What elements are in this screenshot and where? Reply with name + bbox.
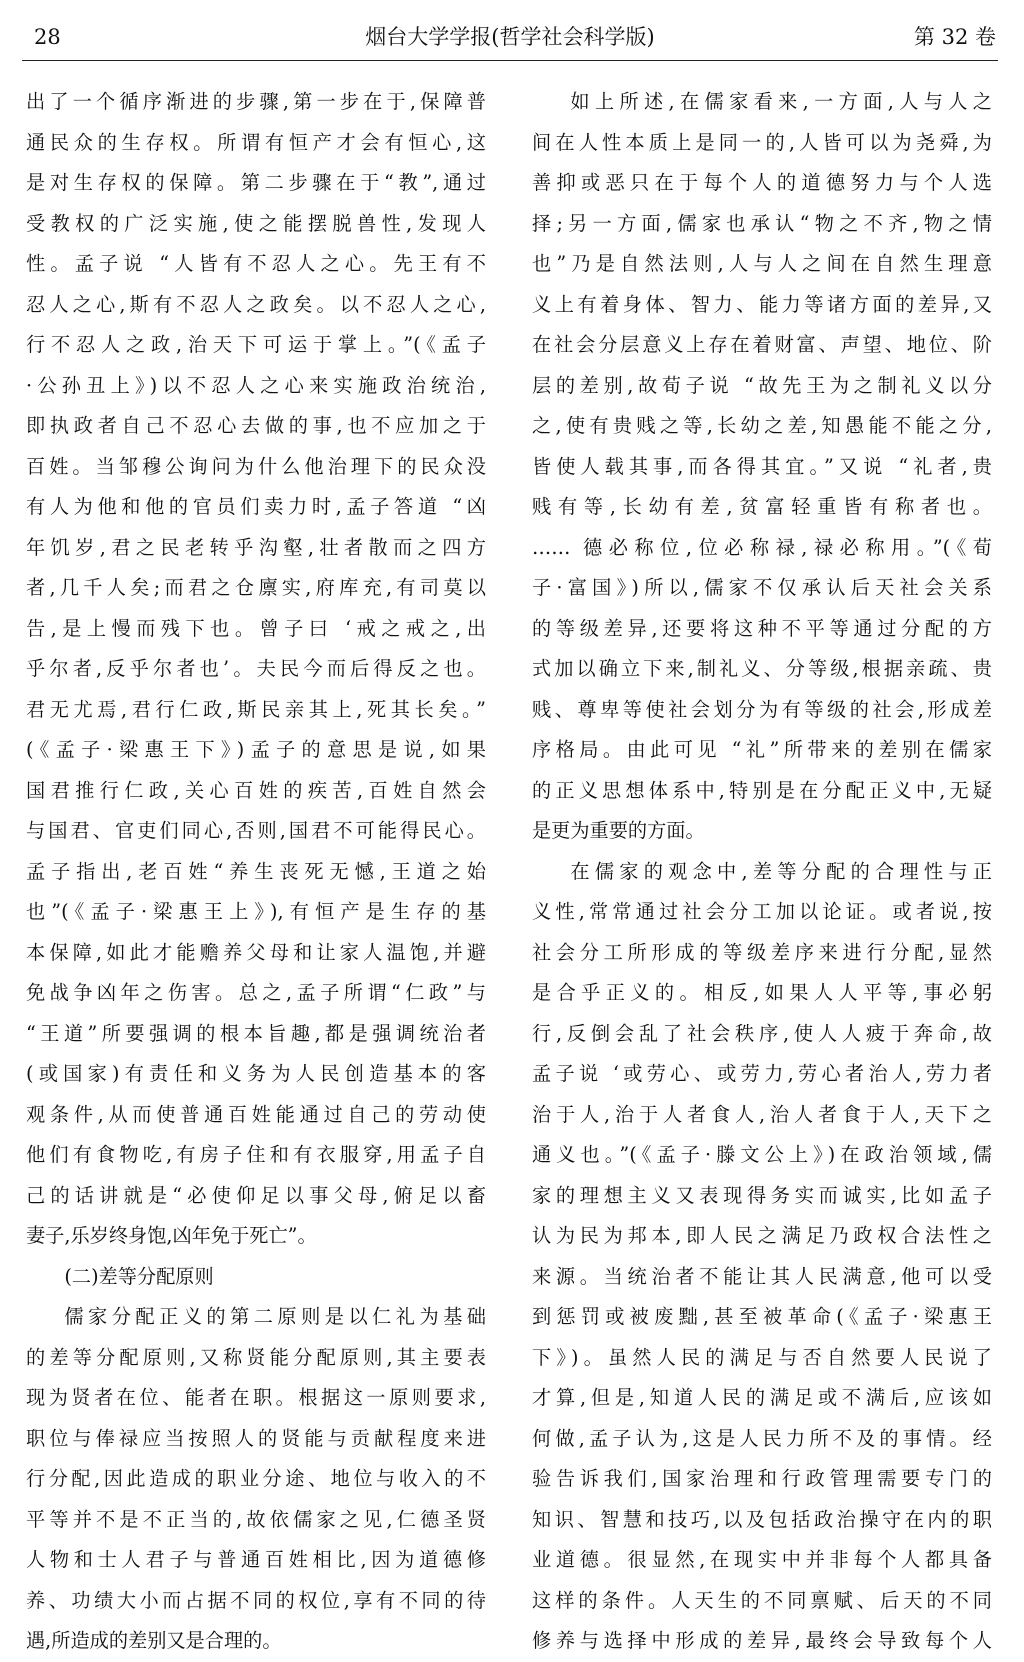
text-line: 忍人之心,斯有不忍人之政矣。以不忍人之心, bbox=[26, 292, 486, 316]
text-line: 通义也。”(《孟子·滕文公上》)在政治领域,儒 bbox=[532, 1143, 992, 1166]
text-line: 妻子,乐岁终身饱,凶年免于死亡”。 bbox=[26, 1224, 317, 1247]
text-line: 也”(《孟子·梁惠王上》),有恒产是生存的基 bbox=[26, 900, 486, 923]
text-line: 间在人性本质上是同一的,人皆可以为尧舜,为 bbox=[532, 130, 992, 154]
text-line: 职位与俸禄应当按照人的贤能与贡献程度来进 bbox=[26, 1426, 486, 1450]
text-line: (二)差等分配原则 bbox=[64, 1264, 214, 1288]
running-header bbox=[22, 20, 998, 61]
text-line: 贱、尊卑等使社会划分为有等级的社会,形成差 bbox=[532, 697, 992, 721]
text-line: 治于人,治于人者食人,治人者食于人,天下之 bbox=[532, 1102, 992, 1126]
text-line: 之,使有贵贱之等,长幼之差,知愚能不能之分, bbox=[532, 414, 992, 437]
text-line: 受教权的广泛实施,使之能摆脱兽性,发现人 bbox=[26, 211, 486, 235]
text-line: 国君推行仁政,关心百姓的疾苦,百姓自然会 bbox=[26, 778, 486, 802]
text-line: 层的差别,故荀子说 “故先王为之制礼义以分 bbox=[532, 373, 992, 397]
text-line: 告,是上慢而残下也。曾子曰 ‘戒之戒之,出 bbox=[26, 616, 486, 640]
text-line: 义上有着身体、智力、能力等诸方面的差异,又 bbox=[532, 292, 992, 316]
text-line: 下》)。虽然人民的满足与否自然要人民说了 bbox=[532, 1345, 992, 1369]
text-line: 是合乎正义的。相反,如果人人平等,事必躬 bbox=[532, 981, 992, 1004]
volume-label: 第 32 卷 bbox=[913, 25, 996, 49]
page-number: 28 bbox=[34, 25, 61, 49]
text-line: 在儒家的观念中,差等分配的合理性与正 bbox=[570, 859, 992, 883]
text-line: 人物和士人君子与普通百姓相比,因为道德修 bbox=[26, 1548, 486, 1571]
text-line: 子·富国》)所以,儒家不仅承认后天社会关系 bbox=[532, 576, 992, 599]
text-line: 的正义思想体系中,特别是在分配正义中,无疑 bbox=[532, 778, 992, 802]
text-line: 乎尔者,反乎尔者也’。夫民今而后得反之也。 bbox=[26, 657, 486, 680]
text-line: 修养与选择中形成的差异,最终会导致每个人 bbox=[532, 1629, 992, 1652]
text-line: 者,几千人矣;而君之仓廪实,府库充,有司莫以 bbox=[26, 576, 486, 599]
text-line: 在社会分层意义上存在着财富、声望、地位、阶 bbox=[532, 333, 992, 356]
text-line: 本保障,如此才能赡养父母和让家人温饱,并避 bbox=[26, 940, 486, 964]
text-line: 己的话讲就是“必使仰足以事父母,俯足以畜 bbox=[26, 1183, 486, 1207]
text-line: 才算,但是,知道人民的满足或不满后,应该如 bbox=[532, 1386, 992, 1409]
text-line: 择;另一方面,儒家也承认“物之不齐,物之情 bbox=[532, 211, 992, 235]
text-line: 遇,所造成的差别又是合理的。 bbox=[26, 1629, 282, 1652]
text-line: 是更为重要的方面。 bbox=[532, 819, 705, 842]
text-line: 孟子指出,老百姓“养生丧死无憾,王道之始 bbox=[26, 859, 486, 883]
text-line: 年饥岁,君之民老转乎沟壑,壮者散而之四方 bbox=[26, 535, 486, 559]
text-line: 善抑或恶只在于每个人的道德努力与个人选 bbox=[532, 171, 992, 194]
text-line: 他们有食物吃,有房子住和有衣服穿,用孟子自 bbox=[26, 1143, 486, 1166]
text-line: 有人为他和他的官员们卖力时,孟子答道 “凶 bbox=[26, 495, 486, 518]
text-line: 君无尤焉,君行仁政,斯民亲其上,死其长矣。” bbox=[26, 697, 486, 721]
text-line: ·公孙丑上》)以不忍人之心来实施政治统治, bbox=[26, 373, 486, 397]
text-line: 行分配,因此造成的职业分途、地位与收入的不 bbox=[26, 1467, 486, 1490]
text-line: 验告诉我们,国家治理和行政管理需要专门的 bbox=[532, 1467, 992, 1490]
text-line: 行,反倒会乱了社会秩序,使人人疲于奔命,故 bbox=[532, 1021, 992, 1045]
text-line: 免战争凶年之伤害。总之,孟子所谓“仁政”与 bbox=[26, 981, 486, 1004]
text-line: 社会分工所形成的等级差序来进行分配,显然 bbox=[532, 940, 992, 964]
left-text-column bbox=[26, 82, 486, 1662]
text-line: 到惩罚或被废黜,甚至被革命(《孟子·梁惠王 bbox=[532, 1305, 992, 1328]
text-line: 家的理想主义又表现得务实而诚实,比如孟子 bbox=[532, 1183, 992, 1207]
text-line: 是对生存权的保障。第二步骤在于“教”,通过 bbox=[26, 171, 486, 194]
text-line: (或国家)有责任和义务为人民创造基本的客 bbox=[26, 1062, 486, 1085]
text-line: 孟子说 ‘或劳心、或劳力,劳心者治人,劳力者 bbox=[532, 1062, 992, 1085]
text-line: 也”乃是自然法则,人与人之间在自然生理意 bbox=[532, 252, 992, 275]
text-line: 这样的条件。人天生的不同禀赋、后天的不同 bbox=[532, 1588, 992, 1612]
text-line: 认为民为邦本,即人民之满足乃政权合法性之 bbox=[532, 1224, 992, 1247]
text-line: 养、功绩大小而占据不同的权位,享有不同的待 bbox=[26, 1588, 486, 1612]
text-line: 贱有等,长幼有差,贫富轻重皆有称者也。 bbox=[532, 495, 992, 518]
text-line: 来源。当统治者不能让其人民满意,他可以受 bbox=[532, 1264, 992, 1288]
text-line: 出了一个循序渐进的步骤,第一步在于,保障普 bbox=[26, 90, 486, 113]
text-line: (《孟子·梁惠王下》)孟子的意思是说,如果 bbox=[26, 738, 486, 761]
text-line: 如上所述,在儒家看来,一方面,人与人之 bbox=[570, 90, 992, 113]
text-line: 现为贤者在位、能者在职。根据这一原则要求, bbox=[26, 1386, 486, 1409]
text-line: 何做,孟子认为,这是人民力所不及的事情。经 bbox=[532, 1426, 992, 1450]
text-line: 百姓。当邹穆公询问为什么他治理下的民众没 bbox=[26, 454, 486, 478]
text-line: 的等级差异,还要将这种不平等通过分配的方 bbox=[532, 616, 992, 640]
text-line: 的差等分配原则,又称贤能分配原则,其主要表 bbox=[26, 1345, 486, 1369]
text-line: 平等并不是不正当的,故依儒家之见,仁德圣贤 bbox=[26, 1507, 486, 1531]
text-line: 观条件,从而使普通百姓能通过自己的劳动使 bbox=[26, 1102, 486, 1126]
text-line: 即执政者自己不忍心去做的事,也不应加之于 bbox=[26, 414, 486, 437]
text-line: …… 德必称位,位必称禄,禄必称用。”(《荀 bbox=[532, 535, 992, 559]
text-line: “王道”所要强调的根本旨趣,都是强调统治者 bbox=[26, 1021, 486, 1045]
text-line: 义性,常常通过社会分工加以论证。或者说,按 bbox=[532, 900, 992, 923]
text-line: 知识、智慧和技巧,以及包括政治操守在内的职 bbox=[532, 1507, 992, 1531]
text-line: 皆使人载其事,而各得其宜。”又说 “礼者,贵 bbox=[532, 454, 992, 478]
text-line: 行不忍人之政,治天下可运于掌上。”(《孟子 bbox=[26, 333, 486, 356]
text-line: 通民众的生存权。所谓有恒产才会有恒心,这 bbox=[26, 130, 486, 154]
journal-title: 烟台大学学报(哲学社会科学版) bbox=[365, 25, 655, 49]
right-text-column bbox=[532, 82, 992, 1662]
text-line: 性。孟子说 “人皆有不忍人之心。先王有不 bbox=[26, 252, 486, 275]
text-line: 儒家分配正义的第二原则是以仁礼为基础 bbox=[64, 1305, 486, 1328]
text-line: 与国君、官吏们同心,否则,国君不可能得民心。 bbox=[26, 819, 486, 842]
text-line: 式加以确立下来,制礼义、分等级,根据亲疏、贵 bbox=[532, 657, 992, 680]
text-line: 序格局。由此可见 “礼”所带来的差别在儒家 bbox=[532, 738, 992, 761]
text-line: 业道德。很显然,在现实中并非每个人都具备 bbox=[532, 1548, 992, 1571]
